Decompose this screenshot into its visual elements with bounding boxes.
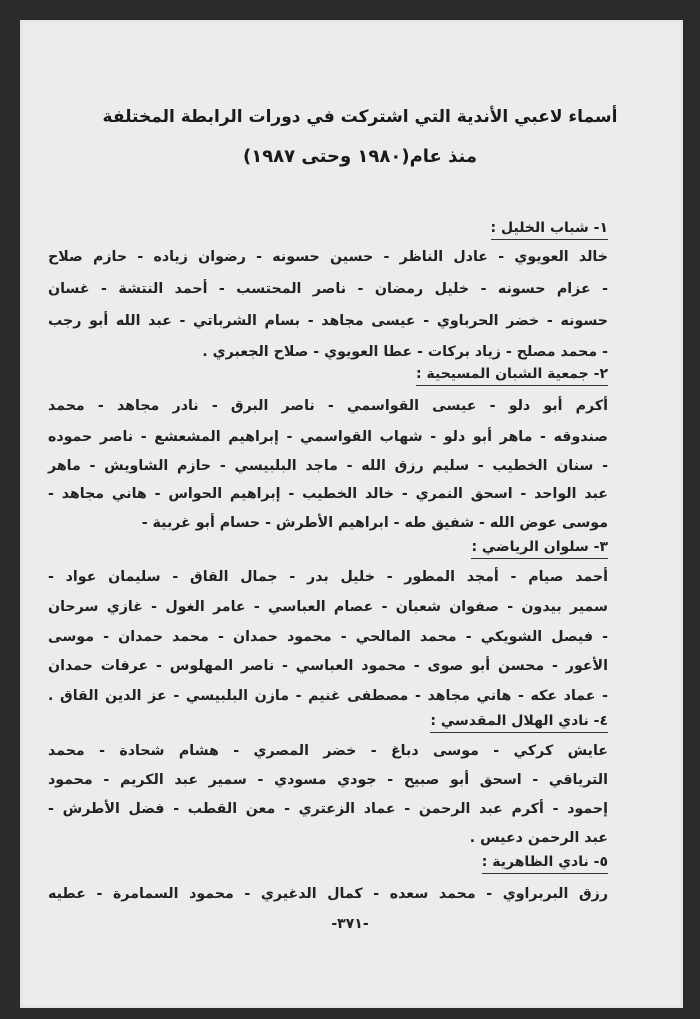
- text-line: - عماد عكه - هاني مجاهد - مصطفى غنيم - مازن البلبيسي - عز الدين القاق .: [48, 688, 608, 704]
- section-heading-4: ٤- نادي الهلال المقدسي :: [430, 711, 608, 733]
- section-heading-1: ١- شباب الخليل :: [491, 218, 608, 240]
- text-line: عايش كركي - موسى دباغ - خضر المصري - هشام شحادة - محمد: [48, 743, 608, 759]
- text-line: الأعور - محسن أبو صوى - محمود العباسي - ناصر المهلوس - عرفات حمدان: [48, 658, 608, 674]
- section-heading-2: ٢- جمعية الشبان المسيحية :: [416, 364, 608, 386]
- section-heading-3: ٣- سلوان الرياضي :: [471, 537, 608, 559]
- text-line: - عزام حسونه - خليل رمضان - ناصر المحتسب - أحمد النتشة - غسان: [48, 281, 608, 297]
- text-line: رزق البربراوي - محمد سعده - كمال الدغيري - محمود السمامرة - عطيه: [48, 886, 608, 902]
- text-line: سمير بيدون - صفوان شعبان - عصام العباسي - عامر الغول - غازي سرحان: [48, 599, 608, 615]
- document-title: أسماء لاعبي الأندية التي اشتركت في دورات الرابطة المختلفة: [102, 107, 618, 127]
- text-line: أحمد صيام - أمجد المطور - خليل بدر - جمال القاق - سليمان عواد -: [48, 569, 608, 585]
- document-subtitle: منذ عام(١٩٨٠ وحتى ١٩٨٧): [242, 146, 478, 167]
- text-line: إحمود - أكرم عبد الرحمن - عماد الزعتري - معن القطب - فضل الأطرش -: [48, 801, 608, 817]
- text-line: الترياقي - اسحق أبو صبيح - جودي مسودي - سمير عبد الكريم - محمود: [48, 772, 608, 788]
- page-number: -٣٧١-: [331, 916, 369, 932]
- text-line: - فيصل الشويكي - محمد المالحي - محمود حمدان - محمد حمدان - موسى: [48, 629, 608, 645]
- text-line: صندوقه - ماهر أبو دلو - شهاب القواسمي - إبراهيم المشعشع - ناصر حموده: [48, 429, 608, 445]
- text-line: موسى عوض الله - شفيق طه - ابراهيم الأطرش - حسام أبو غربية -: [141, 515, 608, 531]
- text-line: عبد الواحد - اسحق النمري - خالد الخطيب - إبراهيم الحواس - هاني مجاهد -: [48, 486, 608, 502]
- text-line: خالد العويوي - عادل الناظر - حسين حسونه - رضوان زياده - حازم صلاح: [48, 249, 608, 265]
- section-heading-5: ٥- نادي الظاهرية :: [482, 852, 608, 874]
- text-line: عبد الرحمن دعيس .: [469, 830, 608, 846]
- text-line: - سنان الخطيب - سليم رزق الله - ماجد البلبيسي - حازم الشاويش - ماهر: [48, 458, 608, 474]
- text-line: - محمد مصلح - زياد بركات - عطا العويوي - صلاح الجعبري .: [202, 344, 608, 360]
- text-line: أكرم أبو دلو - عيسى القواسمي - ناصر البرق - نادر مجاهد - محمد: [48, 398, 608, 414]
- text-line: حسونه - خضر الحرباوي - عيسى مجاهد - بسام الشرباتي - عبد الله أبو رجب: [48, 313, 608, 329]
